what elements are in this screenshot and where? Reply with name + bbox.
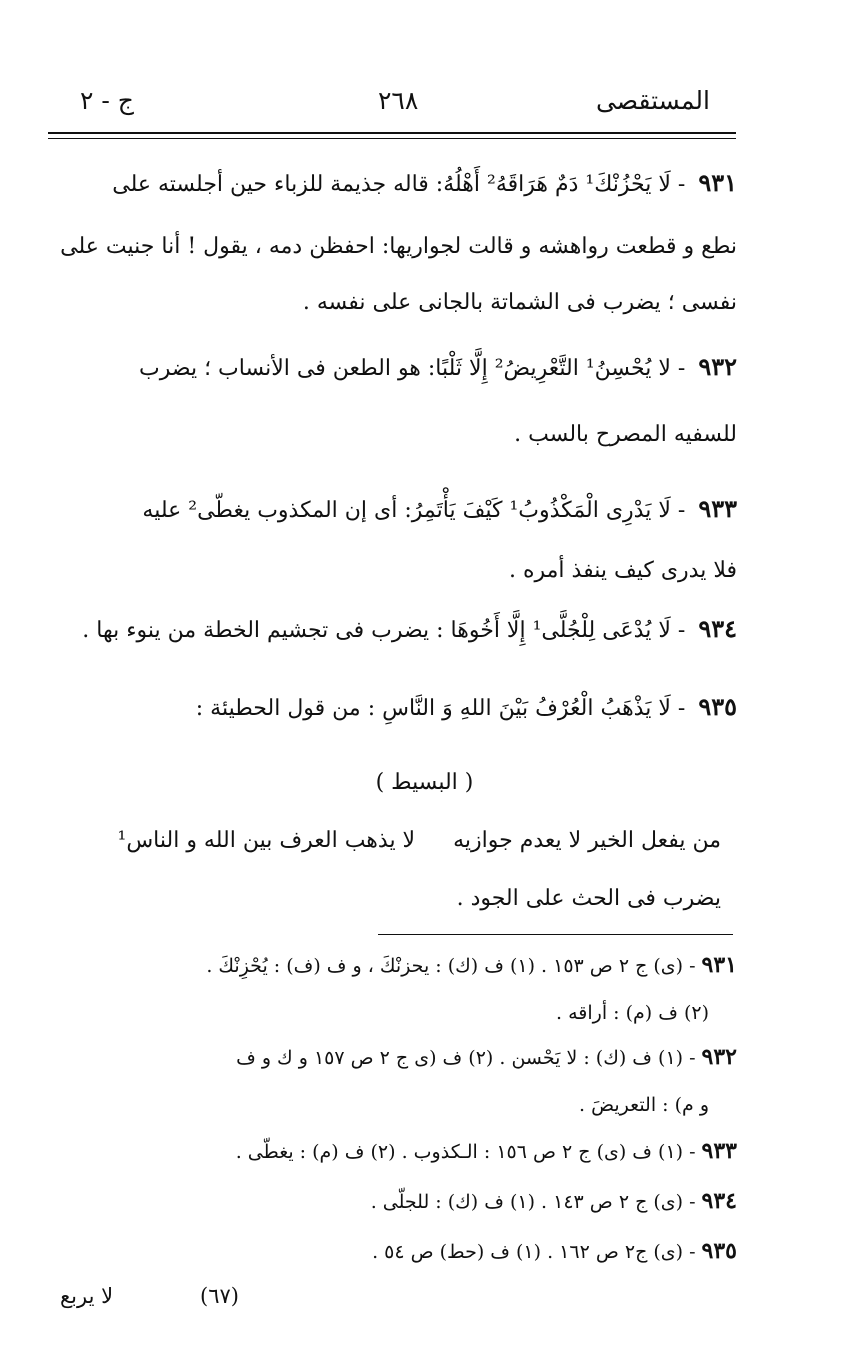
entry-number: ٩٣٤ [698, 614, 737, 643]
verse-after-text: يضرب فى الحث على الجود . [456, 886, 721, 911]
entry-931-line-1: ٩٣١ - لَا يَحْزُنْكَ¹ دَمٌ هَرَاقَهُ² أَهْلُهُ: قاله جذيمة للزباء حين أجلسته على [112, 168, 737, 197]
page-number: ٢٦٨ [378, 86, 419, 115]
footnote-number: ٩٣٢ [701, 1044, 737, 1070]
volume-label: ج - ٢ [80, 86, 134, 115]
footnote-number: ٩٣٤ [701, 1188, 737, 1214]
footnote-separator [378, 934, 733, 935]
entry-931-line-2: نطع و قطعت رواهشه و قالت لجواريها: احفظن دمه ، يقول ! أنا جنيت على [60, 234, 737, 259]
entry-931-line-3: نفسى ؛ يضرب فى الشماتة بالجانى على نفسه . [302, 290, 737, 315]
footnote-934: ٩٣٤- (ى) ج ٢ ص ١٤٣ . (١) ف (ك) : للجلّى . [370, 1188, 737, 1214]
entry-932-line-1: ٩٣٢ - لا يُحْسِنُ¹ التَّعْرِيضُ² إِلَّا ثَلْبًا: هو الطعن فى الأنساب ؛ يضرب [139, 352, 737, 381]
entry-934-line-1: ٩٣٤ - لَا يُدْعَى لِلْجُلَّى¹ إِلَّا أَخُوهَا : يضرب فى تجشيم الخطة من ينوء بها . [82, 614, 737, 643]
catchword: لا يربع [60, 1284, 114, 1308]
entry-935-line-1: ٩٣٥ - لَا يَذْهَبُ الْعُرْفُ بَيْنَ اللهِ وَ النَّاسِ : من قول الحطيئة : [195, 692, 737, 721]
footnote-933: ٩٣٣- (١) ف (ى) ج ٢ ص ١٥٦ : الـكذوب . (٢) ف (م) : يغطّى . [235, 1138, 737, 1164]
entry-number: ٩٣١ [698, 168, 737, 197]
signature-mark: (٦٧) [200, 1284, 239, 1308]
footnote-932-line-2: و م) : التعريضَ . [579, 1094, 709, 1116]
header-rule-thin [48, 138, 736, 139]
footnote-932: ٩٣٢- (١) ف (ك) : لا يَحْسن . (٢) ف (ى ج ٢ ص ١٥٧ و ك و ف [236, 1044, 737, 1070]
book-title: المستقصى [595, 86, 710, 115]
verse-line [117, 826, 721, 856]
footnote-935: ٩٣٥- (ى) ج٢ ص ١٦٢ . (١) ف (حط) ص ٥٤ . [372, 1238, 737, 1264]
verse-second-hemistich: لا يذهب العرف بين الله و الناس¹ [117, 828, 416, 853]
footnote-number: ٩٣١ [701, 952, 737, 978]
entry-933-line-1: ٩٣٣ - لَا يَدْرِى الْمَكْذُوبُ¹ كَيْفَ يَأْتَمِرُ: أى إن المكذوب يغطّى² عليه [142, 494, 737, 523]
footnote-931: ٩٣١- (ى) ج ٢ ص ١٥٣ . (١) ف (ك) : يحزنْكَ ، و ف (ف) : يُحْزِنْكَ . [206, 952, 737, 978]
entry-number: ٩٣٢ [698, 352, 737, 381]
entry-932-line-2: للسفيه المصرح بالسب . [514, 422, 737, 447]
entry-number: ٩٣٣ [698, 494, 737, 523]
footnote-931-line-2: (٢) ف (م) : أراقه . [556, 1002, 709, 1024]
footnote-number: ٩٣٣ [701, 1138, 737, 1164]
entry-number: ٩٣٥ [698, 692, 737, 721]
running-header [80, 86, 710, 126]
verse-first-hemistich: من يفعل الخير لا يعدم جوازيه [453, 828, 721, 853]
poetic-meter-label: ( البسيط ) [375, 770, 474, 795]
header-rule-thick [48, 132, 736, 134]
entry-933-line-2: فلا يدرى كيف ينفذ أمره . [508, 558, 737, 583]
footnote-number: ٩٣٥ [701, 1238, 737, 1264]
